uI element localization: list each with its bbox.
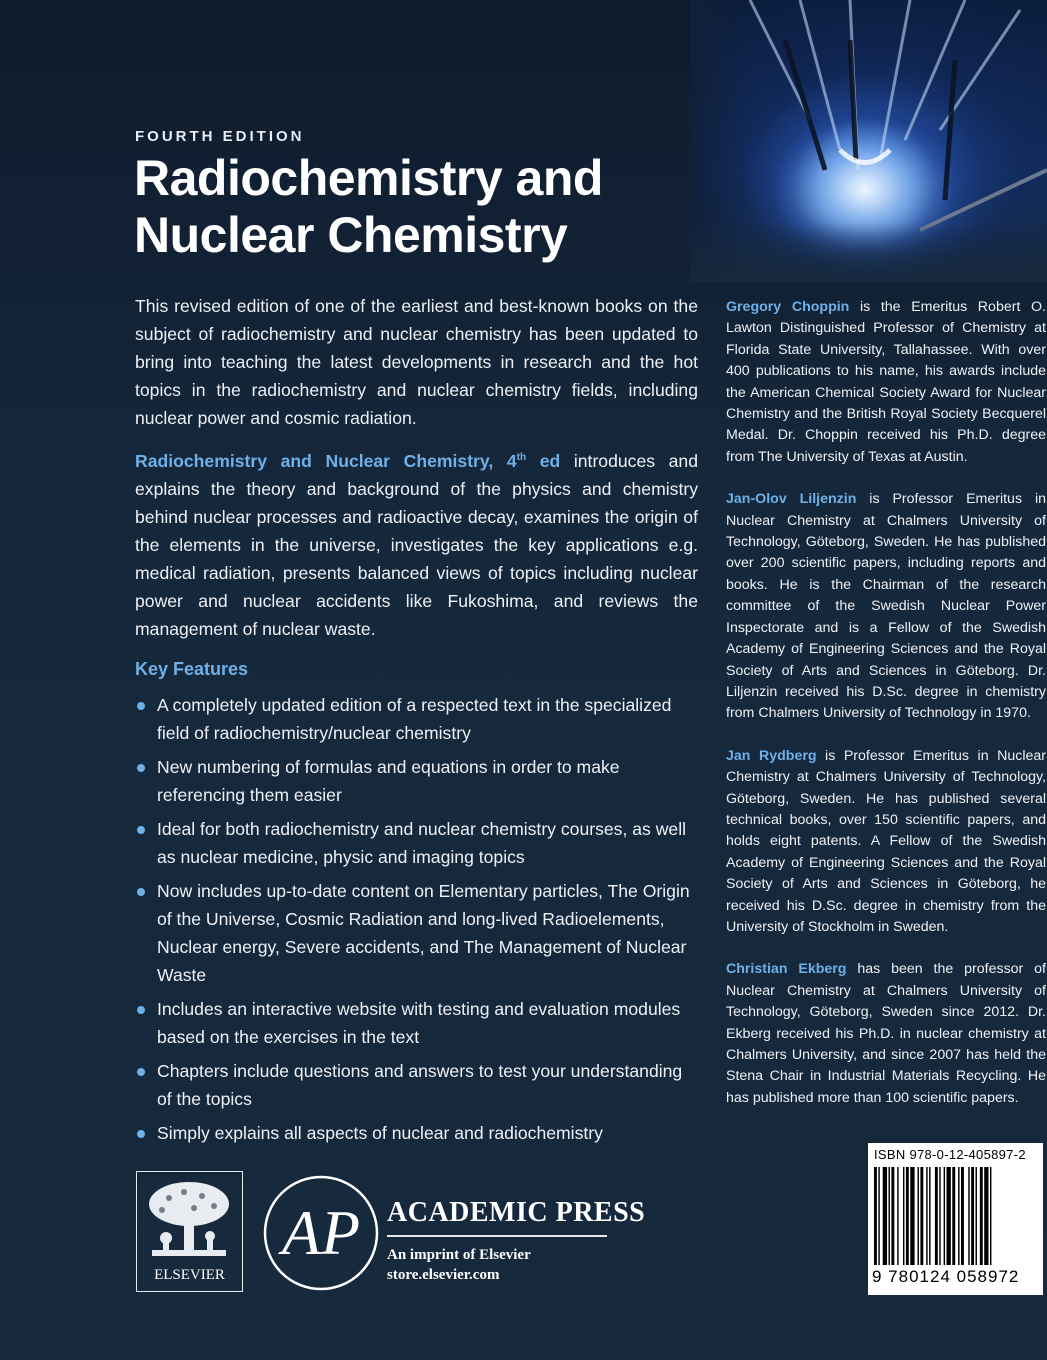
bullet-icon — [137, 702, 145, 710]
author-bio-text: is Professor Emeritus in Nuclear Chemistry at Chalmers University of Technology, Göteborg, Sweden. He has published over 200 scientific papers, including reports and books. He is the Chairman of the research committee of the Swedish Nuclear Power Inspectorate and is a Fellow of the Swedish Academy of Engineering Sciences and the Royal Society of Arts and Sciences in Göteborg. Dr. Liljenzin received his D.Sc. degree in chemistry from Chalmers University of Technology in 1970. — [726, 491, 1046, 722]
photo-fade-bottom — [690, 222, 1047, 282]
key-features-heading: Key Features — [135, 658, 249, 679]
publisher-store-url: store.elsevier.com — [387, 1266, 500, 1283]
book-reference-sup: th — [516, 452, 527, 463]
feature-item — [135, 995, 698, 1051]
bullet-icon — [137, 1068, 145, 1076]
author-name: Jan-Olov Liljenzin — [726, 491, 857, 508]
author-bio — [726, 489, 1046, 724]
elsevier-tree-icon — [144, 1180, 234, 1262]
bullet-icon — [137, 1006, 145, 1014]
author-bio-text: has been the professor of Nuclear Chemistry at Chalmers University of Technology, Göteborg, Sweden since 2012. Dr. Ekberg received his Ph.D. in nuclear chemistry at Chalmers University, and since 2007 has held the Stena Chair in Industrial Materials Recycling. He has published more than 100 scientific papers. — [726, 961, 1046, 1106]
publisher-imprint: An imprint of Elsevier — [387, 1246, 531, 1263]
feature-item — [135, 691, 698, 747]
isbn-barcode — [868, 1143, 1043, 1295]
description-column — [135, 292, 698, 1153]
author-bio-text: is Professor Emeritus in Nuclear Chemistry at Chalmers University of Technology, Göteborg, Sweden. He has published several technical books, over 150 scientific papers, and holds eight patents. A Fellow of the Swedish Academy of Engineering Sciences and the Royal Society of Arts and Sciences in Göteborg, he received his D.Sc. degree in chemistry from the University of Stockholm in Sweden. — [726, 747, 1047, 935]
bullet-icon — [137, 764, 145, 772]
publisher-divider — [387, 1235, 607, 1237]
feature-item — [135, 815, 698, 871]
elsevier-wordmark: ELSEVIER — [154, 1267, 225, 1283]
author-bio-text: is the Emeritus Robert O. Lawton Distinguished Professor of Chemistry at Florida State University, Tallahassee. With over 400 publications to his name, his awards include the American Chemical Society Award for Nuclear Chemistry and the British Royal Society Becquerel Medal. Dr. Choppin received his Ph.D. degree from The University of Texas at Austin. — [726, 299, 1046, 465]
bullet-icon — [137, 888, 145, 896]
feature-item — [135, 877, 698, 989]
academic-press-wordmark — [387, 1197, 645, 1285]
title-line-2: Nuclear Chemistry — [134, 207, 568, 263]
bullet-icon — [137, 826, 145, 834]
book-reference-ed: ed — [526, 450, 561, 471]
feature-item — [135, 1057, 698, 1113]
academic-press-logo-icon — [262, 1174, 380, 1292]
edition-label: FOURTH EDITION — [135, 128, 305, 145]
feature-item — [135, 1119, 698, 1147]
author-name: Gregory Choppin — [726, 299, 850, 315]
features-list — [135, 691, 698, 1147]
feature-text: Now includes up-to-date content on Elementary particles, The Origin of the Universe, Cosmic Radiation and long-lived Radioelements, Nuclear energy, Severe accidents, and The Management of Nuclear Waste — [157, 880, 690, 985]
isbn-label: ISBN 978-0-12-405897-2 — [874, 1147, 1026, 1162]
author-name: Jan Rydberg — [726, 747, 817, 764]
elsevier-logo — [136, 1171, 243, 1292]
bullet-icon — [137, 1130, 145, 1138]
book-reference-title: Radiochemistry and Nuclear Chemistry, 4 — [135, 450, 517, 471]
title-line-1: Radiochemistry and — [134, 150, 603, 206]
author-bio — [726, 959, 1046, 1109]
author-bios-column — [726, 297, 1046, 1130]
barcode-bars-icon — [874, 1167, 1037, 1265]
feature-text: New numbering of formulas and equations in order to make referencing them easier — [157, 756, 620, 805]
feature-text: Simply explains all aspects of nuclear and radiochemistry — [157, 1122, 603, 1143]
book-summary-paragraph — [135, 444, 698, 643]
feature-text: A completely updated edition of a respected text in the specialized field of radiochemistry/nuclear chemistry — [157, 694, 672, 743]
book-title — [134, 150, 694, 264]
author-bio — [726, 297, 1046, 468]
ap-monogram: AP — [281, 1197, 361, 1268]
author-name: Christian Ekberg — [726, 961, 847, 978]
barcode-digits: 9 780124 058972 — [872, 1267, 1020, 1286]
feature-item — [135, 753, 698, 809]
book-reference — [135, 451, 560, 471]
publisher-name: ACADEMIC PRESS — [387, 1197, 646, 1228]
feature-text: Includes an interactive website with testing and evaluation modules based on the exercises in the text — [157, 998, 681, 1047]
feature-text: Chapters include questions and answers to test your understanding of the topics — [157, 1060, 683, 1109]
author-bio — [726, 746, 1046, 939]
intro-paragraph: This revised edition of one of the earliest and best-known books on the subject of radiochemistry and nuclear chemistry has been updated to bring into teaching the latest developments in research and the hot topics in the radiochemistry and nuclear chemistry fields, including nuclear power and cosmic radiation. — [135, 296, 698, 428]
feature-text: Ideal for both radiochemistry and nuclear chemistry courses, as well as nuclear medicine, physic and imaging topics — [157, 818, 687, 867]
book-summary-text: introduces and explains the theory and background of the physics and chemistry behind nuclear processes and radioactive decay, examines the origin of the elements in the universe, investigates the key applications e.g. medical radiation, presents balanced views of topics including nuclear power and nuclear accidents like Fukoshima, and reviews the management of nuclear waste. — [135, 450, 698, 639]
